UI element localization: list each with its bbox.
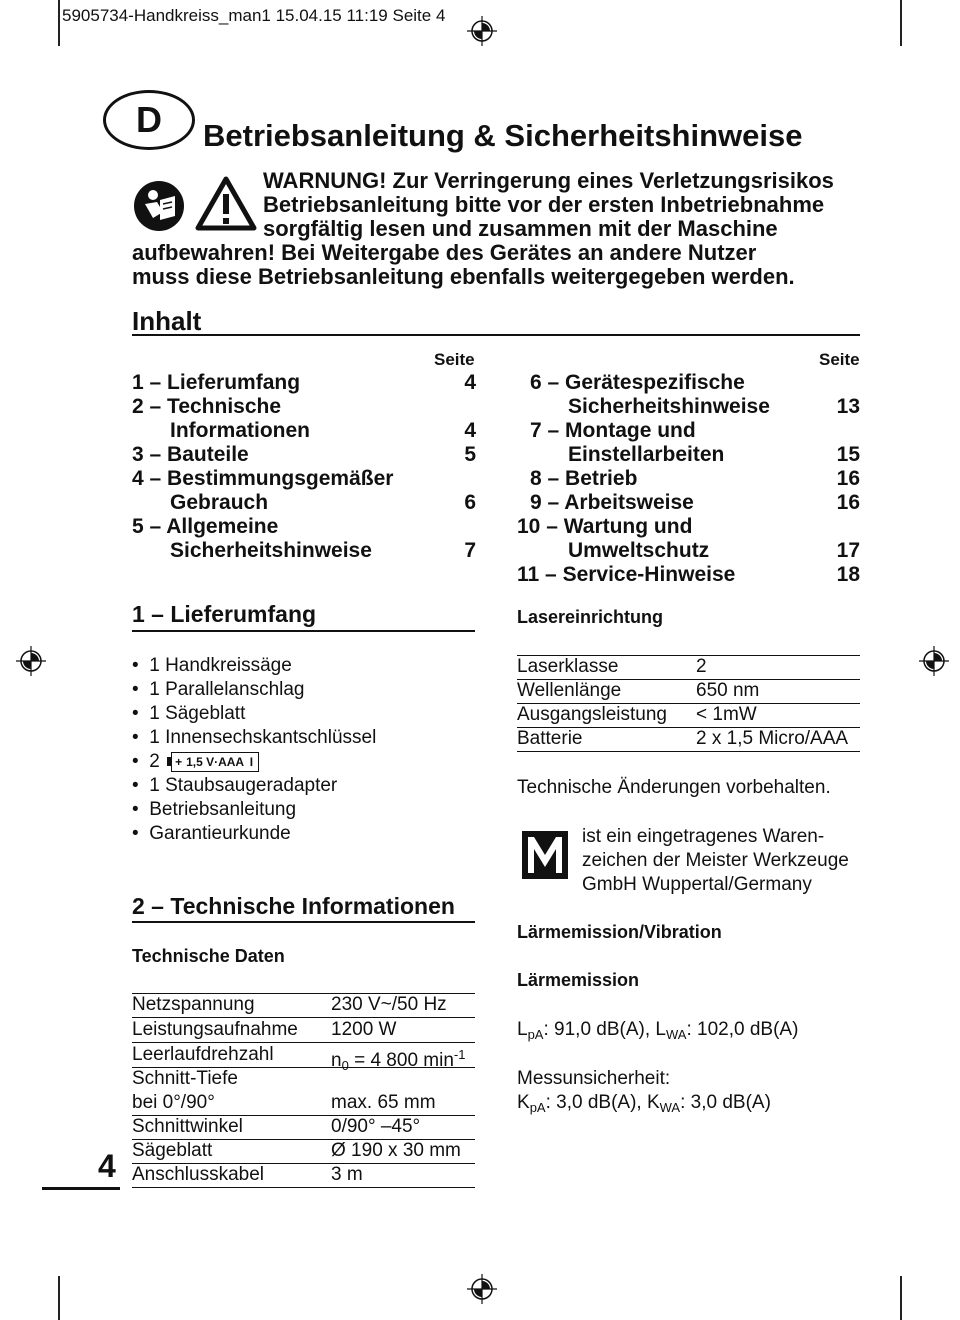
crop-mark <box>58 0 60 46</box>
technical-note: Technische Änderungen vorbehalten. <box>517 777 831 798</box>
warning-text-line: sorgfältig lesen und zusammen mit der Maschine <box>263 216 778 241</box>
list-item: • 1 Parallelanschlag <box>132 679 305 700</box>
document-title: Betriebsanleitung & Sicherheitshinweise <box>203 118 803 153</box>
list-item: • 1 Handkreissäge <box>132 655 292 676</box>
list-item: • 1 Innensechskantschlüssel <box>132 727 377 748</box>
table-row: Leistungsaufnahme 1200 W <box>132 1018 475 1043</box>
table-row: Schnittwinkel 0/90° –45° <box>132 1115 475 1140</box>
list-item: • 2 + 1,5 V·AAA I <box>132 750 259 774</box>
list-item: • 1 Sägeblatt <box>132 703 246 724</box>
list-item: • Garantieurkunde <box>132 823 291 844</box>
toc-entry[interactable]: 9 – Arbeitsweise 16 <box>530 491 860 514</box>
toc-entry[interactable]: 8 – Betrieb 16 <box>530 467 860 490</box>
toc-heading: Inhalt <box>132 306 202 336</box>
subsection-heading: Lärmemission <box>517 970 640 990</box>
toc-entry[interactable]: 2 – Technische Informationen 4 <box>132 395 476 442</box>
divider <box>132 630 475 632</box>
trademark-text: GmbH Wuppertal/Germany <box>582 874 812 895</box>
table-row: Ausgangsleistung < 1mW <box>517 703 860 728</box>
read-manual-icon <box>133 180 185 232</box>
section-heading: 2 – Technische Informationen <box>132 893 455 919</box>
table-row: Netzspannung 230 V~/50 Hz <box>132 993 475 1018</box>
warning-text-line: WARNUNG! Zur Verringerung eines Verletzungsrisikos <box>263 168 834 193</box>
table-row: Sägeblatt Ø 190 x 30 mm <box>132 1139 475 1164</box>
table-row: Batterie 2 x 1,5 Micro/AAA <box>517 727 860 752</box>
warning-text-line: Betriebsanleitung bitte vor der ersten Inbetriebnahme <box>263 192 825 217</box>
trademark-text: ist ein eingetragenes Waren- <box>582 826 825 847</box>
print-slug: 5905734-Handkreiss_man1 15.04.15 11:19 Seite 4 <box>62 6 446 25</box>
meister-logo-icon <box>520 827 570 883</box>
trademark-text: zeichen der Meister Werkzeuge <box>582 850 849 871</box>
toc-page-label: Seite <box>819 350 860 369</box>
warning-text-line: muss diese Betriebsanleitung ebenfalls weitergegeben werden. <box>132 264 795 289</box>
toc-page-label: Seite <box>434 350 475 369</box>
table-row: Wellenlänge 650 nm <box>517 679 860 704</box>
toc-entry[interactable]: 6 – Gerätespezifische Sicherheitshinweise 13 <box>530 371 860 418</box>
crop-mark <box>900 0 902 46</box>
battery-icon: + 1,5 V·AAA I <box>171 752 259 772</box>
table-row: Anschlusskabel 3 m <box>132 1163 475 1188</box>
crop-mark <box>900 1276 902 1320</box>
page-number: 4 <box>98 1148 116 1184</box>
divider <box>132 334 860 336</box>
divider <box>132 921 475 923</box>
toc-entry[interactable]: 3 – Bauteile 5 <box>132 443 476 466</box>
warning-text-line: aufbewahren! Bei Weitergabe des Gerätes an andere Nutzer <box>132 240 757 265</box>
table-row: bei 0°/90° max. 65 mm <box>132 1091 475 1116</box>
crop-mark <box>58 1276 60 1320</box>
subsection-heading: Lärmemission/Vibration <box>517 922 722 942</box>
section-heading: 1 – Lieferumfang <box>132 601 317 627</box>
toc-entry[interactable]: 11 – Service-Hinweise 18 <box>517 563 860 586</box>
language-badge: D <box>103 90 195 150</box>
table-row: Laserklasse 2 <box>517 655 860 680</box>
registration-mark-icon <box>467 16 497 46</box>
registration-mark-icon <box>919 646 949 676</box>
sound-pressure-values: $L_{pA}$: 91,0 dB(A), $L_{WA}$: 102,0 dB(A) <box>517 1019 799 1042</box>
toc-entry[interactable]: 5 – Allgemeine Sicherheitshinweise 7 <box>132 515 476 562</box>
uncertainty-label: Messunsicherheit: <box>517 1068 671 1089</box>
table-row: Schnitt-Tiefe <box>132 1068 238 1089</box>
divider <box>42 1187 120 1190</box>
toc-entry[interactable]: 4 – Bestimmungsgemäßer Gebrauch 6 <box>132 467 476 514</box>
subsection-heading: Lasereinrichtung <box>517 607 664 627</box>
toc-entry[interactable]: 1 – Lieferumfang 4 <box>132 371 476 394</box>
registration-mark-icon <box>467 1274 497 1304</box>
subsection-heading: Technische Daten <box>132 946 285 966</box>
table-row: Leerlaufdrehzahl $n_0 = 4$ 800 $\min^{-1}$ <box>132 1043 475 1068</box>
list-item: • 1 Staubsaugeradapter <box>132 775 338 796</box>
toc-entry[interactable]: 10 – Wartung und Umweltschutz 17 <box>517 515 860 562</box>
uncertainty-values: $K_{pA}$: 3,0 dB(A), $K_{WA}$: 3,0 dB(A) <box>517 1092 771 1115</box>
registration-mark-icon <box>16 646 46 676</box>
toc-entry[interactable]: 7 – Montage und Einstellarbeiten 15 <box>530 419 860 466</box>
warning-triangle-icon <box>195 176 257 231</box>
list-item: • Betriebsanleitung <box>132 799 297 820</box>
